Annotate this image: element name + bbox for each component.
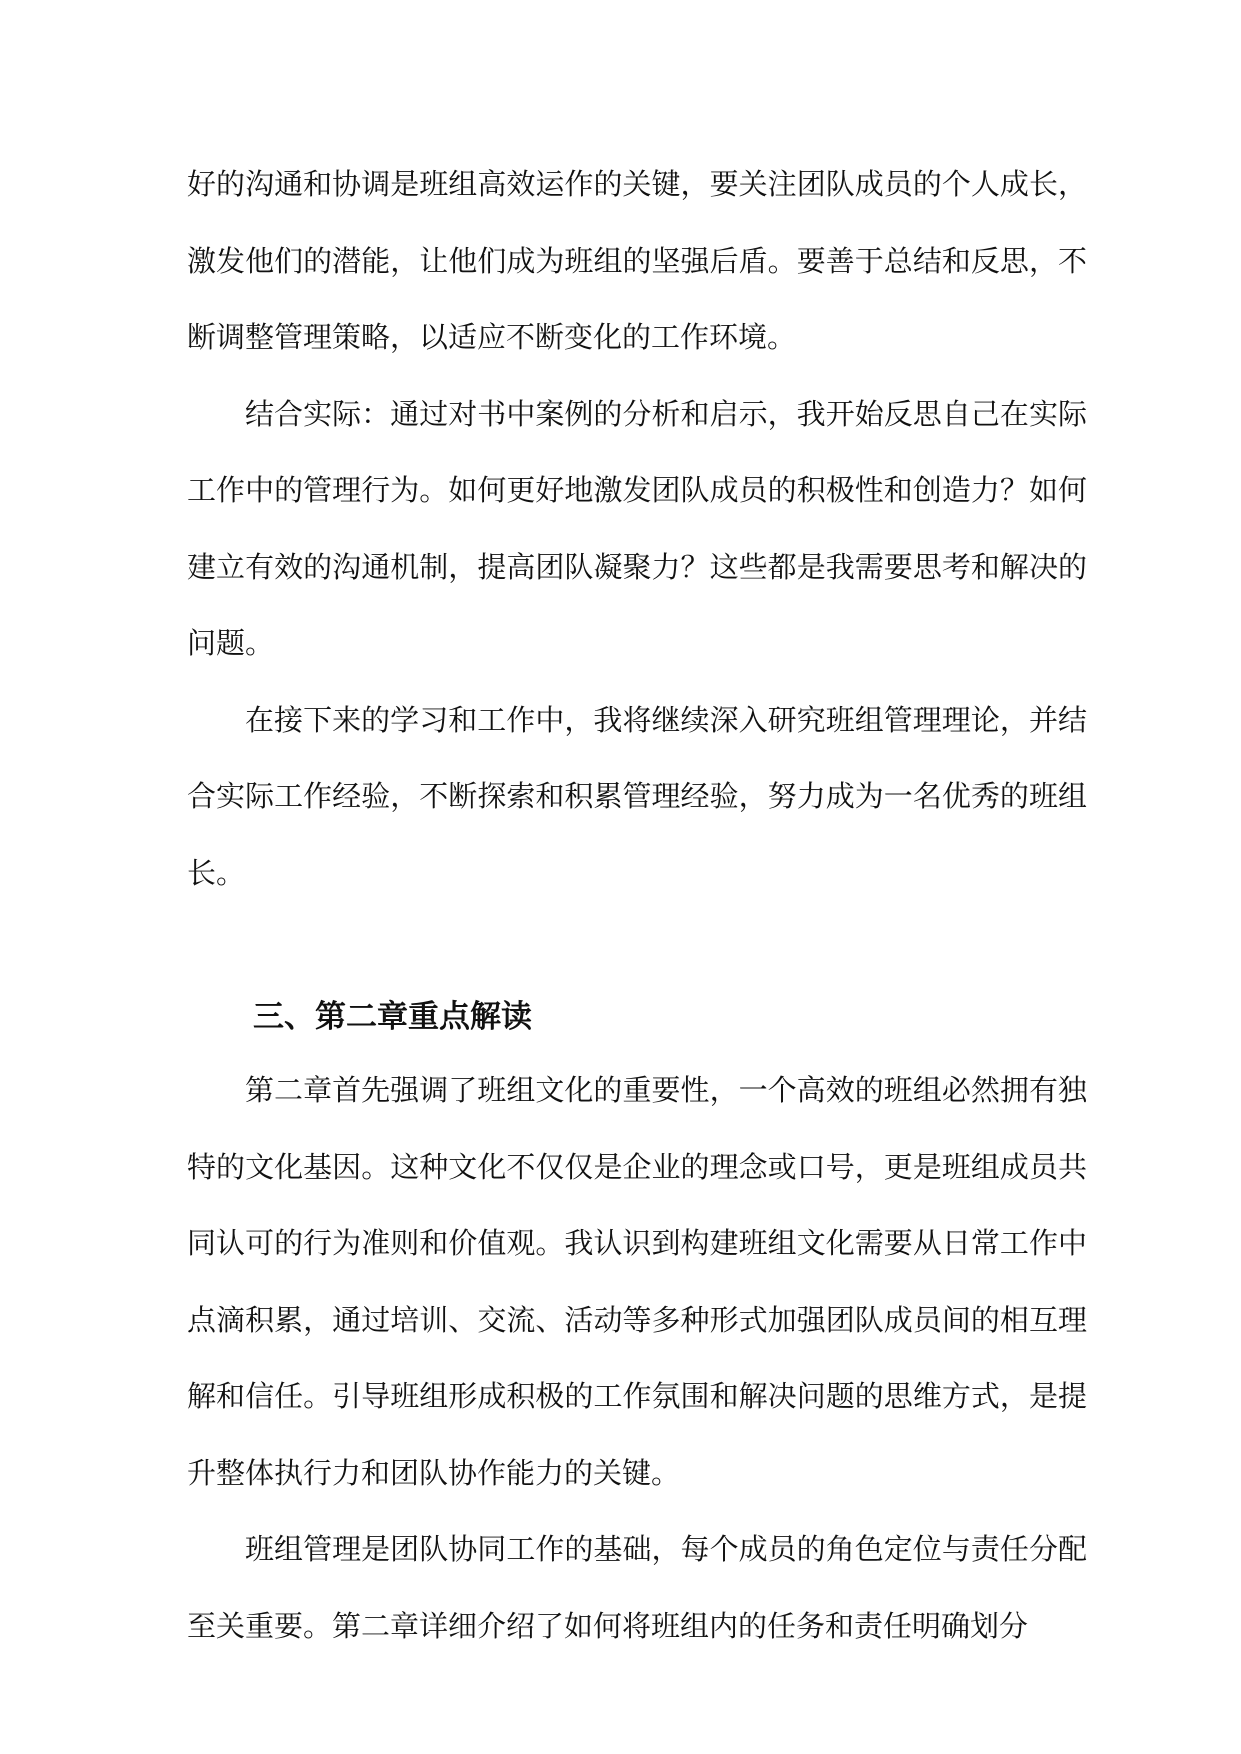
paragraph-continuation: 好的沟通和协调是班组高效运作的关键，要关注团队成员的个人成长，激发他们的潜能，让他们成为班组的坚强后盾。要善于总结和反思，不断调整管理策略，以适应不断变化的工作环境。 (187, 167, 1087, 354)
section-heading: 三、第二章重点解读 (253, 999, 532, 1035)
paragraph-team-management: 班组管理是团队协同工作的基础，每个成员的角色定位与责任分配至关重要。第二章详细介绍了如何将班组内的任务和责任明确划分 (187, 1532, 1087, 1643)
paragraph-future-plan: 在接下来的学习和工作中，我将继续深入研究班组管理理论，并结合实际工作经验，不断探索和积累管理经验，努力成为一名优秀的班组长。 (187, 702, 1087, 890)
document-body (187, 146, 1087, 1664)
paragraph-practice: 结合实际：通过对书中案例的分析和启示，我开始反思自己在实际工作中的管理行为。如何更好地激发团队成员的积极性和创造力？如何建立有效的沟通机制，提高团队凝聚力？这些都是我需要思考和解决的问题。 (187, 396, 1087, 660)
paragraph-team-culture: 第二章首先强调了班组文化的重要性，一个高效的班组必然拥有独特的文化基因。这种文化不仅仅是企业的理念或口号，更是班组成员共同认可的行为准则和价值观。我认识到构建班组文化需要从日常工作中点滴积累，通过培训、交流、活动等多种形式加强团队成员间的相互理解和信任。引导班组形成积极的工作氛围和解决问题的思维方式，是提升整体执行力和团队协作能力的关键。 (187, 1073, 1087, 1490)
